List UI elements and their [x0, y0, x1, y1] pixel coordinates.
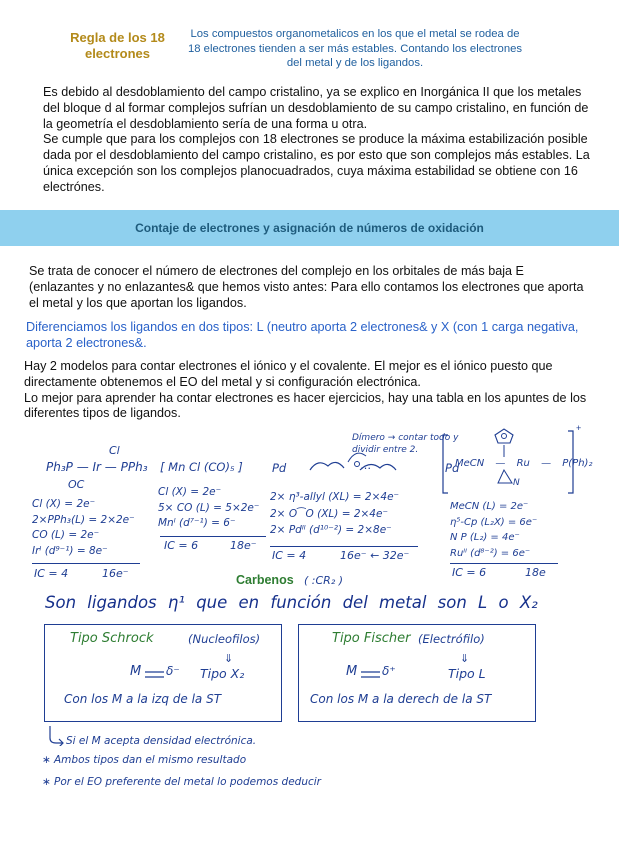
ex4-ic: IC = 6: [452, 566, 487, 579]
rule-title: Regla de los 18 electrones: [70, 30, 165, 61]
schrock-metal: M: [130, 664, 142, 679]
intro-text: [43, 85, 598, 196]
fischer-metal: M: [346, 664, 358, 679]
ex1-line: Cl (X) = 2e⁻: [32, 498, 96, 510]
ex2-lines: [158, 485, 273, 532]
ex1-total: 16e⁻: [102, 567, 129, 580]
section-paragraph-3: [24, 359, 599, 422]
ex4-divider: [450, 563, 558, 564]
ex4-line: η⁵-Cp (L₂X) = 6e⁻: [450, 516, 538, 528]
fischer-arrow-icon: ⇓: [460, 652, 470, 665]
fischer-delta: δ⁺: [382, 664, 396, 678]
ex3-note: Dímero → contar todo y dividir entre 2.: [352, 433, 459, 455]
bullet-icon: ∗: [42, 776, 51, 788]
schrock-delta: δ⁻: [166, 664, 180, 678]
models-text: Hay 2 modelos para contar electrones el iónico y el covalente. El mejor es el iónico puesto que directamente obtenemos el EO del metal y si configuración electrónica.: [24, 359, 553, 389]
rule-description: Los compuestos organometalicos en los que el metal se rodea de 18 electrones tienden a ser más estables. Contando los electrones del metal y de los ligandos.: [187, 28, 523, 69]
schrock-footer: Con los M a la izq de la ST: [64, 692, 222, 706]
ex1-ic: IC = 4: [34, 567, 69, 580]
note-2: Ambos tipos dan el mismo resultado: [54, 754, 247, 766]
ex2-line: Cl (X) = 2e⁻: [158, 486, 222, 498]
ex1-line: Irᴵ (d⁹⁻¹) = 8e⁻: [32, 544, 108, 557]
ex4-lines: [450, 499, 570, 561]
svg-text:+: +: [576, 425, 582, 433]
fischer-title: Tipo Fischer: [332, 631, 411, 646]
ex4-formula: MeCN — Ru — P(Ph)₂: [455, 458, 593, 469]
ex2-divider: [160, 536, 266, 537]
ex3-line: 2× O⁀O (XL) = 2×4e⁻: [270, 507, 388, 520]
schrock-subtitle: (Nucleofilos): [188, 632, 261, 646]
ex2-ic: IC = 6: [164, 539, 199, 552]
ex1-oc-label: OC: [68, 478, 85, 491]
ex3-line: 2× η³-allyl (XL) = 2×4e⁻: [270, 491, 400, 503]
fischer-footer: Con los M a la derech de la ST: [310, 692, 492, 706]
note-1: Si el M acepta densidad electrónica.: [66, 735, 257, 747]
schrock-title: Tipo Schrock: [70, 631, 154, 646]
ex1-cl-label: Cl: [109, 444, 120, 457]
fischer-type: Tipo L: [448, 666, 486, 681]
ex2-total: 18e⁻: [230, 539, 257, 552]
ex3-total: 16e⁻ ← 32e⁻: [340, 549, 410, 562]
note-3: Por el EO preferente del metal lo podemos deducir: [54, 776, 321, 788]
fischer-double-bond: [360, 668, 382, 682]
schrock-arrow-icon: ⇓: [224, 652, 234, 665]
ex1-formula: Ph₃P — Ir — PPh₃: [46, 460, 148, 474]
carbenos-formula: ( :CR₂ ): [304, 574, 344, 587]
ex1-lines: [32, 497, 167, 559]
carbenos-statement: Son ligandos η¹ que en función del metal son L o X₂: [45, 593, 538, 612]
ex1-divider: [32, 563, 140, 564]
intro-paragraph-2: Se cumple que para los complejos con 18 electrones se produce la máxima estabilización posible dada por el desdoblamiento del campo cristalino, es por esto que son complejos más estables. La única excepción son los complejos planocuadrados, cuya máxima estabilidad se obtiene con 16 electrónes.: [43, 132, 590, 194]
hooked-arrow-icon: [46, 724, 66, 746]
ex1-line: 2×PPh₃(L) = 2×2e⁻: [32, 513, 135, 526]
ex4-line: N P (L₂) = 4e⁻: [450, 532, 520, 543]
bullet-icon: ∗: [42, 754, 51, 766]
ex3-line: 2× Pdᴵᴵ (d¹⁰⁻²) = 2×8e⁻: [270, 524, 392, 536]
exercise-text: Lo mejor para aprender ha contar electrones es hacer ejercicios, hay una tabla en los apuntes de los diferentes tipos de ligandos.: [24, 390, 587, 421]
ex3-ic: IC = 4: [272, 549, 307, 562]
ex2-line: Mnᴵ (d⁷⁻¹) = 6⁻: [158, 517, 236, 529]
schrock-double-bond: [144, 668, 166, 682]
ex3-divider: [270, 546, 418, 547]
intro-paragraph-1: Es debido al desdoblamiento del campo cristalino, ya se explico en Inorgánica II que los metales del bloque d al formar complejos sufrían un desdoblamiento de su campo cristalino, en función de la geometría el desdoblamiento sería de una forma u otra.: [43, 85, 589, 131]
ex3-lines: [270, 489, 420, 539]
ex4-line: MeCN (L) = 2e⁻: [450, 501, 529, 512]
ex2-line: 5× CO (L) = 5×2e⁻: [158, 501, 260, 514]
carbenos-title: Carbenos: [236, 573, 294, 587]
section-paragraph-1: Se trata de conocer el número de electrones del complejo en los orbitales de más baja E (enlazantes y no enlazantes& que hemos visto antes: Para ello contamos los electrones que aporta el metal y los que aportan los ligandos.: [29, 264, 584, 310]
fischer-subtitle: (Electrófilo): [418, 632, 485, 646]
ex4-total: 18e: [525, 566, 546, 579]
ex4-line: Ruᴵᴵ (d⁸⁻²) = 6e⁻: [450, 547, 531, 559]
section-title: Contaje de electrones y asignación de números de oxidación: [135, 221, 484, 235]
ex3-formula: Pd ⋯ Pd: [272, 461, 460, 475]
ex2-formula: [ Mn Cl (CO)₅ ]: [160, 460, 243, 474]
ex4-n-label: N: [513, 478, 520, 488]
ex1-line: CO (L) = 2e⁻: [32, 529, 100, 541]
ligand-types-text: Diferenciamos los ligandos en dos tipos: L (neutro aporta 2 electrones& y X (con 1 carga negativa, aporta 2 electrones&.: [26, 320, 579, 350]
schrock-type: Tipo X₂: [200, 666, 245, 681]
